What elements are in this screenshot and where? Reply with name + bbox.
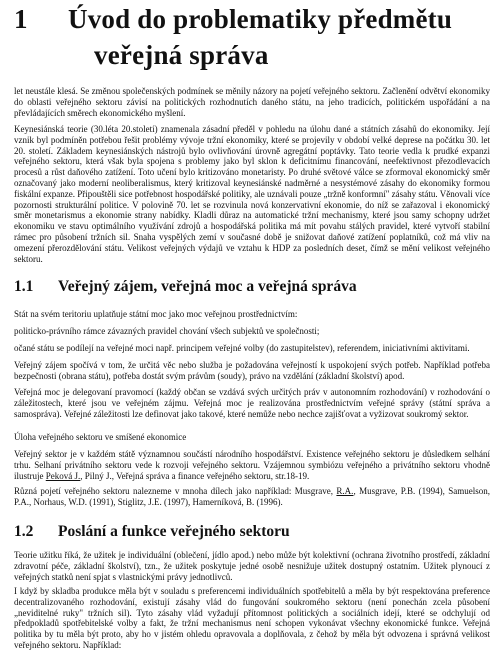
section-heading-1-1 (14, 277, 357, 297)
paragraph-intro: let neustále klesá. Se změnou společenských podmínek se měnily názory na pojetí veřejného sektoru. Začlenění odvětví ekonomiky do oblasti veřejného sektoru závisí na politických rozhodnutích daného státu, na jeho tradicích, politickém uspořádání a na převládajících směrech ekonomického myšlení. (14, 86, 490, 118)
paragraph-references: Různá pojetí veřejného sektoru nalezneme v mnoha dílech jako například: Musgrave, R.A., Musgrave, P.B. (1994), Samuelson, P.A., Norhaus, W.D. (1991), Stiglitz, J.E. (1997), Hamerníková, B. (1996). (14, 486, 490, 507)
paragraph-citizens: očané státu se podílejí na veřejné moci např. principem veřejné volby (do zastupitelstev), referendem, iniciativními aktivitami. (14, 343, 470, 353)
chapter-title-line-1: Úvod do problematiky předmětu (68, 4, 453, 34)
section-number: 1.2 (14, 523, 34, 540)
section-heading-1-2 (14, 522, 290, 542)
section-title: Poslání a funkce veřejného sektoru (58, 523, 290, 540)
chapter-title-line-2: veřejná správa (94, 40, 269, 70)
paragraph-political-legal-frame: politicko-právního rámce závazných pravidel chování všech subjektů ve společnosti; (14, 326, 320, 336)
citation-link[interactable]: Peková J. (45, 470, 81, 481)
paragraph-public-sector: Veřejný sektor je v každém státě významnou součástí národního hospodářství. Existence veřejného sektoru je důsledkem selhání trhu. Selhaní privátního sektoru vede k rozvoji veřejného sektoru. Vzájemnou symbiózu veřejného a privátního sektoru vhodně ilustruje Peková J., Pilný J., Veřejná správa a finance veřejného sektoru, str.18-19. (14, 449, 490, 481)
paragraph-government-intervention: I když by skladba produkce měla být v souladu s preferencemi individuálních spotřebitelů a měla by být respektována preference decentralizovaného rozhodování, existují zásahy vlád do fungování soukromého sektoru (není ponechán zcela působení „neviditelné ruky" tržních sil). Tyto zásahy vlád vyžadují přítomnost politických a sociálních idejí, které se odchylují od předpokladů spotřebitelské volby a fakt, že tržní mechanismus není schopen vykonávat všechny ekonomické funkce. Veřejná politika by tu měla být proto, aby ho v jistém ohledu opravovala a doplňovala, z čehož by měla být odvozena i správná velikost veřejného sektoru. Například: (14, 586, 490, 650)
paragraph-state-power: Stát na svém teritoriu uplatňuje státní moc jako moc veřejnou prostřednictvím: (14, 309, 298, 319)
paragraph-utility-theory: Teorie užitku říká, že užitek je individuální (oblečení, jídlo apod.) nebo může být kolektivní (ochrana životního prostředí, základní zdravotní péče, základní školství), tzn., že užitek poskytuje jedné osobě nesnižuje užitek dostupný ostatním. Užitek plynoucí z veřejných statků není spjat s vlastnickými právy jednotlivců. (14, 550, 490, 582)
citation-link[interactable]: R.A. (336, 486, 354, 496)
section-title: Veřejný zájem, veřejná moc a veřejná správa (58, 278, 357, 295)
paragraph-public-power: Veřejná moc je delegovaní pravomocí (každý občan se vzdává svých určitých práv v autonomním rozhodování) v rozhodování o záležitostech, které jsou ve veřejném zájmu. Veřejná moc je realizována prostřednictvím veřejné správy (státní správa a samospráva). Veřejné záležitosti lze definovat jako takové, které nemůže nebo nechce zajišťovat a vyžizovat soukromý sektor. (14, 387, 490, 419)
paragraph-role-title: Úloha veřejného sektoru ve smíšené ekonomice (14, 432, 187, 442)
paragraph-keynesian: Keynesiánská teorie (30.léta 20.století) znamenala zásadní předěl v pohledu na úlohu dané a státních zásahů do ekonomiky. Její vznik byl podmíněn potřebou řešit problémy vývoje tržní ekonomiky, které se projevily v období velké deprese na počátku 30. let 20. století. Základem keynesiánských nástrojů bylo ovlivňování úrovně agregátní poptávky. Tato teorie vedla k prudké expanzi veřejného sektoru, která však byla spojena s problemy jako byl sklon k deficitnímu financování, neefektivnost přezodlevacích procesů a růst daňového zatížení. Toto učení bylo kritizováno monetaristy. Po druhé světové válce se zformoval ekonomický směr označovaný jako moderní neoliberalismus, který kritizoval keynesiánské nadměrné a nesystémové zásahy do ekonomiky formou fiskální expanze. Připouštěli sice potřebnost hospodářské politiky, ale uznávali pouze „tržně konformní" zásahy státu. Věnovali více pozornosti strukturální politice. V polovině 70. let se rozvinula nová konzervativní ekonomie, do níž se zařazoval i ekonomický směr monetarismus a ekonomie strany nabídky. Kladli důraz na automatické tržní mechanismy, které jsou samy schopny udržet ekonomiku ve stavu optimálního využívání zdrojů a hospodářská politika má mít povahu stálých pravidel, které vytvoří stabilní rámec pro působení tržních sil. Snaha vyspělých zemí v současné době je snižovat daňové zatížení poplatníků, což má vliv na omezení přerozdělování státu. Velikost veřejných výdajů ve vztahu k HDP za posledních deset, čímž se mění velikost veřejného sektoru. (14, 124, 490, 264)
chapter-number: 1 (14, 4, 28, 34)
section-number: 1.1 (14, 278, 34, 295)
paragraph-public-interest: Veřejný zájem spočívá v tom, že určitá věc nebo služba je požadována veřejností k uspokojení svých potřeb. Například potřeba bezpečnosti (obrana státu), potřeba dostát svým právům (soudy), právo na vzdělání (základní školství) apod. (14, 360, 490, 381)
